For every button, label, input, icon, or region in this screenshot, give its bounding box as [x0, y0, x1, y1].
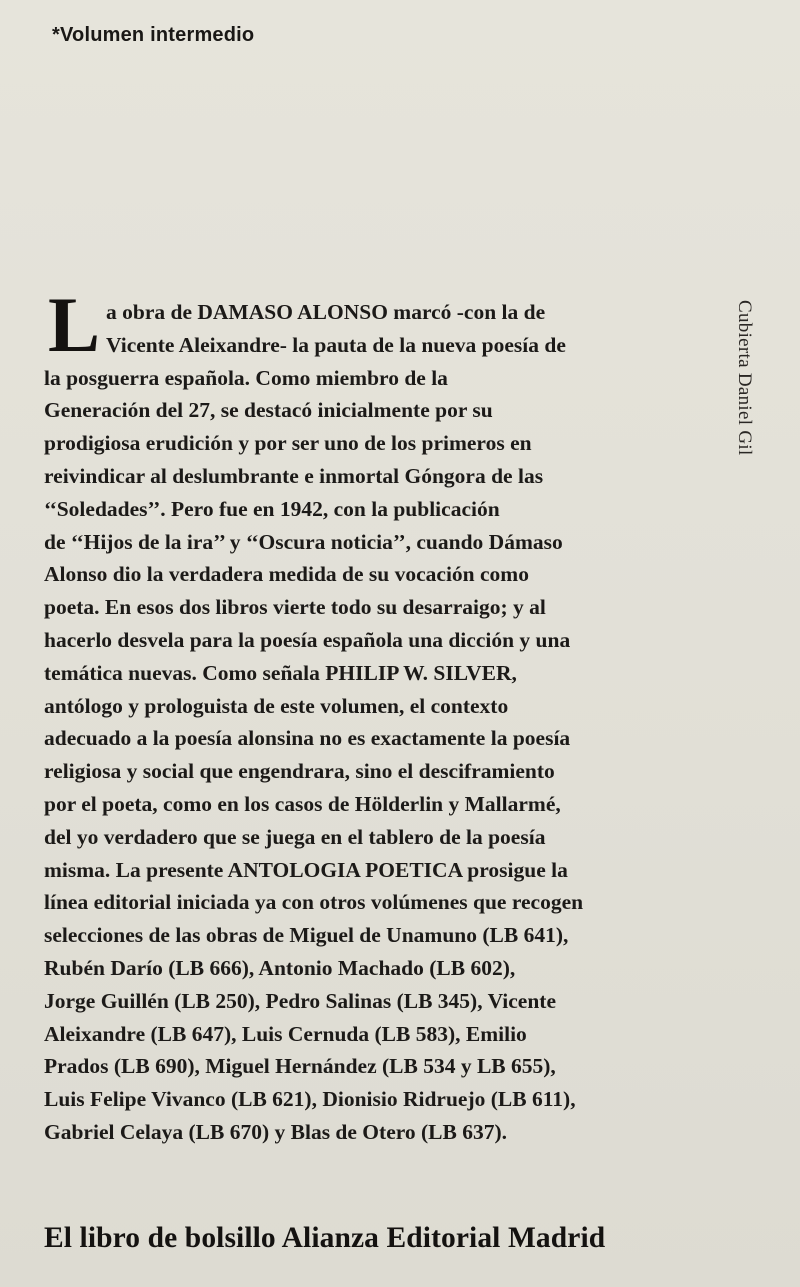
blurb-line: la posguerra española. Como miembro de la — [44, 365, 448, 390]
blurb-line: reivindicar al deslumbrante e inmortal Góngora de las — [44, 463, 544, 488]
volume-label: *Volumen intermedio — [52, 24, 255, 46]
blurb-line: línea editorial iniciada ya con otros volúmenes que recogen — [44, 890, 584, 915]
blurb-line: hacerlo desvela para la poesía española una dicción y una — [44, 627, 571, 652]
blurb-line: religiosa y social que engendrara, sino el desciframiento — [44, 759, 555, 784]
blurb-line: adecuado a la poesía alonsina no es exactamente la poesía — [44, 726, 571, 751]
cover-credit: Cubierta Daniel Gil — [734, 300, 755, 456]
blurb-line: antólogo y prologuista de este volumen, el contexto — [44, 693, 509, 718]
blurb-line: Aleixandre (LB 647), Luis Cernuda (LB 583), Emilio — [44, 1021, 527, 1046]
blurb-line: selecciones de las obras de Miguel de Unamuno (LB 641), — [44, 923, 569, 948]
blurb-paragraph — [44, 281, 644, 1149]
blurb-line: misma. La presente ANTOLOGIA POETICA prosigue la — [44, 857, 568, 882]
blurb-line: del yo verdadero que se juega en el tablero de la poesía — [44, 824, 546, 849]
blurb-line: temática nuevas. Como señala PHILIP W. SILVER, — [44, 660, 517, 685]
blurb-line: Prados (LB 690), Miguel Hernández (LB 534 y LB 655), — [44, 1054, 556, 1079]
blurb-line: poeta. En esos dos libros vierte todo su desarraigo; y al — [44, 595, 546, 620]
publisher-imprint: El libro de bolsillo Alianza Editorial Madrid — [44, 1222, 606, 1254]
blurb-line: Luis Felipe Vivanco (LB 621), Dionisio Ridruejo (LB 611), — [44, 1087, 576, 1112]
blurb-line: Alonso dio la verdadera medida de su vocación como — [44, 562, 529, 587]
blurb-line-text: a obra de DAMASO ALONSO marcó -con la de — [106, 300, 546, 324]
blurb-line: Generación del 27, se destacó inicialmente por su — [44, 398, 493, 423]
blurb-line: Gabriel Celaya (LB 670) y Blas de Otero (LB 637). — [44, 1119, 508, 1144]
blurb-line: de ‘‘Hijos de la ira’’ y ‘‘Oscura noticia’’, cuando Dámaso — [44, 529, 563, 554]
blurb-line: ‘‘Soledades’’. Pero fue en 1942, con la publicación — [44, 496, 500, 521]
drop-cap: L — [48, 281, 101, 368]
blurb-line: prodigiosa erudición y por ser uno de los primeros en — [44, 431, 532, 456]
blurb-line: Jorge Guillén (LB 250), Pedro Salinas (LB 345), Vicente — [44, 988, 557, 1013]
blurb-line: por el poeta, como en los casos de Hölderlin y Mallarmé, — [44, 791, 561, 816]
blurb-line: Rubén Darío (LB 666), Antonio Machado (LB 602), — [44, 955, 516, 980]
blurb-line: Vicente Aleixandre- la pauta de la nueva poesía de — [106, 332, 566, 357]
